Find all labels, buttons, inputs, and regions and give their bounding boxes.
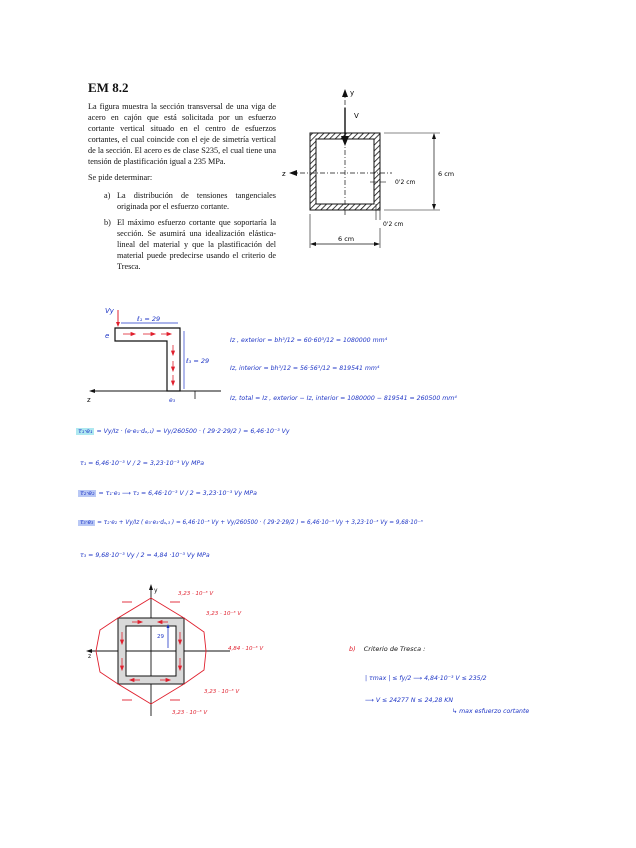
- problem-title: EM 8.2: [88, 80, 129, 95]
- tau3-line: τ₃ = 9,68·10⁻³ Vy / 2 = 4,84 ·10⁻³ Vy MPa: [80, 552, 210, 559]
- height-dim-label: 6 cm: [438, 170, 455, 178]
- item-b-label: b): [104, 218, 111, 227]
- box-section-figure: [280, 86, 470, 256]
- fig-v-label: V: [354, 112, 359, 120]
- side-thickness-label: 0'2 cm: [395, 179, 416, 186]
- partb-heading: [349, 645, 425, 653]
- diag-right-label: 4,84 · 10⁻³ V: [228, 646, 264, 652]
- problem-statement: La figura muestra la sección transversal de una viga de acero en cajón que está solicitada por un esfuerzo cortante vertical situado en el centro de esfuerzos cortantes, el cual coincide con el eje de simetría vertical de la sección. El acero es de clase S235, el cual tiene una tensión de plastificación igual a 235 MPa.: [88, 102, 276, 166]
- tresca-line-1: [365, 675, 487, 682]
- problem-item-a: [104, 190, 276, 212]
- tresca-line-3: ↳ max esfuerzo cortante: [452, 708, 530, 715]
- load-arrowhead: [341, 136, 349, 146]
- diag-y-label: y: [154, 587, 158, 594]
- tau2-e2-highlight: τ₂·e₂: [80, 490, 95, 497]
- problem-ask: Se pide determinar:: [88, 173, 153, 182]
- partb-title: Criterio de Tresca :: [363, 645, 426, 653]
- shear-distribution-diagram: [70, 580, 300, 720]
- tau1-line: τ₁ = 6,46·10⁻³ V / 2 = 3,23·10⁻³ Vy MPa: [80, 460, 205, 467]
- iz-exterior-line: Iz , exterior = bh³/12 = 60·60³/12 = 1080000 mm⁴: [230, 337, 388, 344]
- iz-total-line: Iz, total = Iz , exterior − Iz, interior = 1080000 − 819541 = 260500 mm⁴: [230, 395, 457, 402]
- diag-top-label: 3,23 · 10⁻³ V: [178, 591, 214, 597]
- sketch-flange-web: [115, 328, 180, 391]
- problem-item-b: [104, 217, 276, 272]
- tau3-e3-line: [78, 520, 423, 526]
- item-b-text: El máximo esfuerzo cortante que soportaría la sección. Se asumirá una idealización elástica-lineal del material y que la plastificación del material puede predecirse usando el criterio de Tresca.: [117, 218, 276, 271]
- fig-y-label: y: [350, 89, 355, 97]
- tau1-e1-line: [76, 428, 290, 435]
- partb-label: b): [349, 645, 356, 653]
- tresca-line-2: ⟶ V ≤ 24277 N ≤ 24,28 KN: [365, 697, 453, 704]
- y-axis-arrowhead: [342, 89, 348, 97]
- sketch-l3-label: ℓ₃ = 29: [186, 357, 210, 365]
- sketch-l1-label: ℓ₁ = 29: [137, 315, 161, 323]
- iz-interior-line: Iz, interior = bh³/12 = 56·56³/12 = 819541 mm⁴: [230, 365, 380, 372]
- sketch-e-label: e: [105, 332, 110, 340]
- tau1-e1-highlight: τ₁·e₁: [78, 428, 93, 435]
- diag-corner-top-label: 3,23 · 10⁻³ V: [206, 611, 242, 617]
- diag-corner-bottom-label: 3,23 · 10⁻³ V: [204, 689, 240, 695]
- half-section-sketch: [85, 303, 225, 408]
- tresca-substitution: ⟶ 4,84·10⁻³ V ≤ 235/2: [413, 675, 487, 682]
- tau2-e2-line: [78, 490, 257, 497]
- diag-bottom-label: 3,23 · 10⁻³ V: [172, 710, 208, 716]
- fig-z-label: z: [282, 170, 286, 178]
- diag-z-label: z: [88, 653, 92, 660]
- tau2-e2-rhs: = τ₁·e₁ ⟶ τ₂ = 6,46·10⁻³ V / 2 = 3,23·10⁻³ Vy MPa: [98, 490, 257, 497]
- sketch-z-label: z: [87, 396, 91, 404]
- sketch-e3-label: e₃: [169, 397, 176, 404]
- item-a-label: a): [104, 191, 111, 200]
- sketch-load-label: Vy: [105, 307, 114, 315]
- tau3-e3-rhs: = τ₂·e₂ + Vy/Iz ( e₃·e₃·dₐ,₃ ) = 6,46·10⁻³ Vy + Vy/260500 · ( 29·2·29/2 ) = 6,46·10⁻³ Vy + 3,23·10⁻³ Vy = 9,68·10⁻³: [97, 520, 423, 526]
- bottom-thickness-label: 0'2 cm: [383, 221, 404, 228]
- item-a-text: La distribución de tensiones tangenciales originada por el esfuerzo cortante.: [117, 191, 276, 211]
- tau1-e1-rhs: = Vy/Iz · (e·e₁·dₐ,₁) = Vy/260500 · ( 29·2·29/2 ) = 6,46·10⁻³ Vy: [96, 428, 290, 435]
- diag-dim-label: 29: [157, 634, 164, 640]
- tau3-e3-highlight: τ₃·e₃: [80, 520, 94, 526]
- width-dim-label: 6 cm: [338, 235, 355, 243]
- tresca-condition: | τmax | ≤ fy/2: [365, 675, 412, 682]
- z-axis-arrowhead: [289, 170, 297, 176]
